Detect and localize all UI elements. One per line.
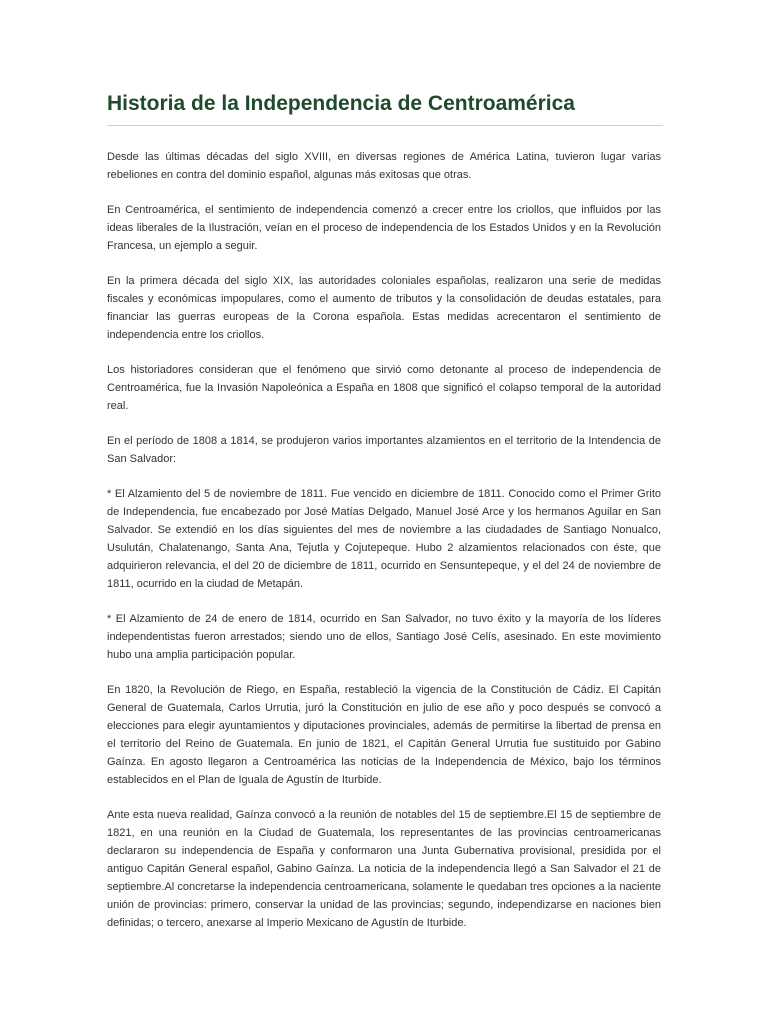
paragraph-alzamiento-1814: * El Alzamiento de 24 de enero de 1814, ocurrido en San Salvador, no tuvo éxito y la mayoría de los líderes independentistas fueron arrestados; siendo uno de ellos, Santiago José Celís, asesinado. En este movimiento hubo una amplia participación popular. <box>107 613 661 661</box>
paragraph-intro: Desde las últimas décadas del siglo XVIII, en diversas regiones de América Latina, tuvieron lugar varias rebeliones en contra del dominio español, algunas más exitosas que otras. <box>107 151 661 181</box>
paragraph-centroamerica: En Centroamérica, el sentimiento de independencia comenzó a crecer entre los criollos, que influidos por las ideas liberales de la Ilustración, veían en el proceso de independencia de los Estados Unidos y en la Revolución Francesa, un ejemplo a seguir. <box>107 204 661 252</box>
paragraph-alzamiento-1811: * El Alzamiento del 5 de noviembre de 1811. Fue vencido en diciembre de 1811. Conocido como el Primer Grito de Independencia, fue encabezado por José Matías Delgado, Manuel José Arce y los hermanos Aguilar en San Salvador. Se extendió en los días siguientes del mes de noviembre a las ciudadades de Santiago Nonualco, Usulután, Chalatenango, Santa Ana, Tejutla y Cojutepeque. Hubo 2 alzamientos relacionados con éste, que adquirieron relevancia, el del 20 de diciembre de 1811, ocurrido en Sensuntepeque, y el del 24 de noviembre de 1811, ocurrido en la ciudad de Metapán. <box>107 488 661 590</box>
paragraph-siglo-xix: En la primera década del siglo XIX, las autoridades coloniales españolas, realizaron una serie de medidas fiscales y económicas impopulares, como el aumento de tributos y la consolidación de deudas estatales, para financiar las guerras europeas de la Corona española. Estas medidas acrecentaron el sentimiento de independencia entre los criollos. <box>107 275 661 341</box>
document-title: Historia de la Independencia de Centroamérica <box>107 92 575 115</box>
paragraph-15-septiembre: Ante esta nueva realidad, Gaínza convocó a la reunión de notables del 15 de septiembre.El 15 de septiembre de 1821, en una reunión en la Ciudad de Guatemala, los representantes de las provincias centroamericanas declararon su independencia de España y conformaron una Junta Gubernativa provisional, presidida por el antiguo Capitán General español, Gabino Gaínza. La noticia de la independencia llegó a San Salvador el 21 de septiembre.Al concretarse la independencia centroamericana, solamente le quedaban tres opciones a la naciente unión de provincias: primero, conservar la unidad de las provincias; segundo, independizarse en naciones bien definidas; o tercero, anexarse al Imperio Mexicano de Agustín de Iturbide. <box>107 809 661 929</box>
document-body <box>107 148 661 949</box>
paragraph-historiadores: Los historiadores consideran que el fenómeno que sirvió como detonante al proceso de independencia de Centroamérica, fue la Invasión Napoleónica a España en 1808 que significó el colapso temporal de la autoridad real. <box>107 364 661 412</box>
paragraph-periodo-1808-1814: En el período de 1808 a 1814, se produjeron varios importantes alzamientos en el territorio de la Intendencia de San Salvador: <box>107 435 661 465</box>
title-divider <box>107 125 663 126</box>
paragraph-1820: En 1820, la Revolución de Riego, en España, restableció la vigencia de la Constitución de Cádiz. El Capitán General de Guatemala, Carlos Urrutia, juró la Constitución en julio de ese año y poco después se convocó a elecciones para elegir ayuntamientos y diputaciones provinciales, además de permitirse la libertad de prensa en el territorio del Reino de Guatemala. En junio de 1821, el Capitán General Urrutia fue sustituido por Gabino Gaínza. En agosto llegaron a Centroamérica las noticias de la Independencia de México, bajo los términos establecidos en el Plan de Iguala de Agustín de Iturbide. <box>107 684 661 786</box>
